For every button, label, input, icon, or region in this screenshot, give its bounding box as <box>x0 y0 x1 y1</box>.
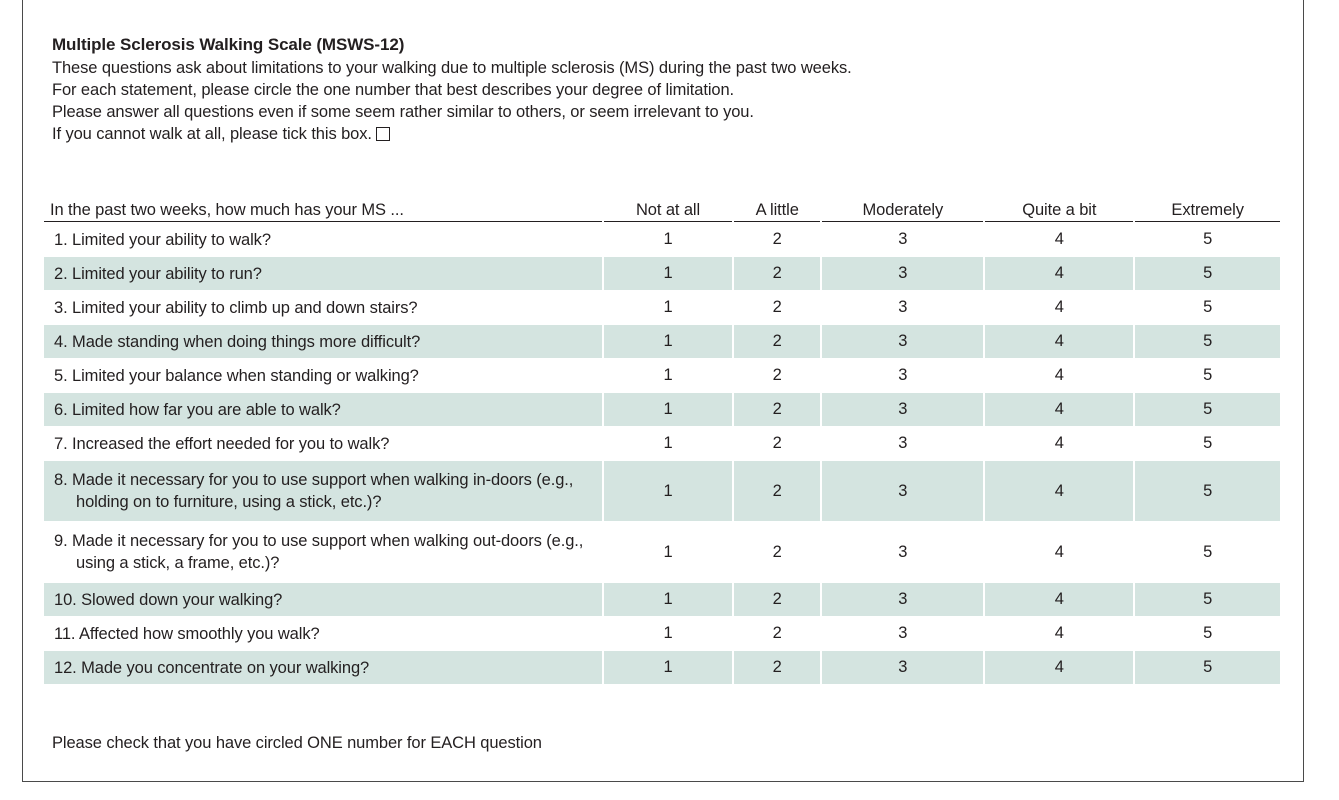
question-column-header: In the past two weeks, how much has your MS ... <box>44 193 602 222</box>
question-text: 10. Slowed down your walking? <box>44 582 602 616</box>
rating-option[interactable]: 1 <box>604 358 732 392</box>
table-row <box>44 650 1280 684</box>
rating-option[interactable]: 5 <box>1135 358 1280 392</box>
rating-option[interactable]: 2 <box>734 290 820 324</box>
rating-option[interactable]: 3 <box>822 521 983 582</box>
rating-option[interactable]: 3 <box>822 426 983 460</box>
rating-option[interactable]: 5 <box>1135 460 1280 521</box>
question-text: 9. Made it necessary for you to use support when walking out-doors (e.g., using a stick, a frame, etc.)? <box>44 521 602 582</box>
rating-option[interactable]: 2 <box>734 392 820 426</box>
table-row <box>44 222 1280 256</box>
rating-option[interactable]: 5 <box>1135 290 1280 324</box>
rating-option[interactable]: 4 <box>985 358 1133 392</box>
rating-option[interactable]: 3 <box>822 324 983 358</box>
rating-option[interactable]: 5 <box>1135 392 1280 426</box>
rating-option[interactable]: 5 <box>1135 521 1280 582</box>
cannot-walk-label: If you cannot walk at all, please tick this box. <box>52 125 372 143</box>
table-row <box>44 521 1280 582</box>
rating-option[interactable]: 4 <box>985 392 1133 426</box>
rating-option[interactable]: 4 <box>985 426 1133 460</box>
rating-option[interactable]: 4 <box>985 521 1133 582</box>
rating-option[interactable]: 1 <box>604 426 732 460</box>
rating-option[interactable]: 3 <box>822 358 983 392</box>
rating-option[interactable]: 5 <box>1135 582 1280 616</box>
instruction-line-1: These questions ask about limitations to your walking due to multiple sclerosis (MS) during the past two weeks. <box>52 59 852 77</box>
rating-option[interactable]: 1 <box>604 222 732 256</box>
table-row <box>44 358 1280 392</box>
rating-option[interactable]: 3 <box>822 650 983 684</box>
column-header-quite-a-bit: Quite a bit <box>985 193 1133 222</box>
question-text: 12. Made you concentrate on your walking? <box>44 650 602 684</box>
rating-option[interactable]: 4 <box>985 582 1133 616</box>
cannot-walk-checkbox[interactable] <box>376 127 390 141</box>
rating-option[interactable]: 1 <box>604 650 732 684</box>
table-row <box>44 392 1280 426</box>
rating-option[interactable]: 5 <box>1135 222 1280 256</box>
question-text: 3. Limited your ability to climb up and down stairs? <box>44 290 602 324</box>
rating-option[interactable]: 2 <box>734 616 820 650</box>
rating-option[interactable]: 4 <box>985 650 1133 684</box>
rating-option[interactable]: 4 <box>985 290 1133 324</box>
table-row <box>44 324 1280 358</box>
rating-option[interactable]: 2 <box>734 582 820 616</box>
rating-option[interactable]: 4 <box>985 616 1133 650</box>
rating-option[interactable]: 5 <box>1135 426 1280 460</box>
rating-option[interactable]: 4 <box>985 460 1133 521</box>
rating-option[interactable]: 3 <box>822 256 983 290</box>
rating-option[interactable]: 4 <box>985 222 1133 256</box>
rating-option[interactable]: 4 <box>985 324 1133 358</box>
instruction-line-2: For each statement, please circle the one number that best describes your degree of limitation. <box>52 81 735 99</box>
rating-option[interactable]: 1 <box>604 616 732 650</box>
table-row <box>44 290 1280 324</box>
footer-note: Please check that you have circled ONE number for EACH question <box>52 734 542 752</box>
rating-option[interactable]: 1 <box>604 256 732 290</box>
question-text: 2. Limited your ability to run? <box>44 256 602 290</box>
rating-option[interactable]: 2 <box>734 426 820 460</box>
rating-option[interactable]: 2 <box>734 460 820 521</box>
rating-option[interactable]: 3 <box>822 290 983 324</box>
rating-option[interactable]: 4 <box>985 256 1133 290</box>
column-header-extremely: Extremely <box>1135 193 1280 222</box>
rating-option[interactable]: 1 <box>604 324 732 358</box>
rating-option[interactable]: 1 <box>604 460 732 521</box>
column-header-not-at-all: Not at all <box>604 193 732 222</box>
question-text: 7. Increased the effort needed for you to walk? <box>44 426 602 460</box>
question-text: 5. Limited your balance when standing or walking? <box>44 358 602 392</box>
rating-option[interactable]: 5 <box>1135 616 1280 650</box>
table-row <box>44 426 1280 460</box>
question-text: 8. Made it necessary for you to use support when walking in-doors (e.g., holding on to furniture, using a stick, etc.)? <box>44 460 602 521</box>
rating-option[interactable]: 2 <box>734 650 820 684</box>
rating-option[interactable]: 1 <box>604 582 732 616</box>
rating-option[interactable]: 3 <box>822 460 983 521</box>
rating-option[interactable]: 5 <box>1135 650 1280 684</box>
table-header-row <box>44 193 1280 222</box>
rating-option[interactable]: 2 <box>734 324 820 358</box>
instruction-line-3: Please answer all questions even if some seem rather similar to others, or seem irrelevant to you. <box>52 103 754 121</box>
rating-option[interactable]: 5 <box>1135 256 1280 290</box>
rating-option[interactable]: 5 <box>1135 324 1280 358</box>
question-text: 1. Limited your ability to walk? <box>44 222 602 256</box>
rating-option[interactable]: 3 <box>822 222 983 256</box>
rating-option[interactable]: 3 <box>822 616 983 650</box>
question-text: 11. Affected how smoothly you walk? <box>44 616 602 650</box>
table-row <box>44 460 1280 521</box>
rating-option[interactable]: 1 <box>604 521 732 582</box>
column-header-a-little: A little <box>734 193 820 222</box>
form-title: Multiple Sclerosis Walking Scale (MSWS-12) <box>52 35 405 54</box>
rating-option[interactable]: 2 <box>734 256 820 290</box>
form-header <box>52 33 1252 145</box>
rating-option[interactable]: 1 <box>604 392 732 426</box>
rating-option[interactable]: 2 <box>734 521 820 582</box>
question-table <box>42 193 1282 684</box>
rating-option[interactable]: 3 <box>822 582 983 616</box>
rating-option[interactable]: 1 <box>604 290 732 324</box>
table-row <box>44 582 1280 616</box>
rating-option[interactable]: 2 <box>734 222 820 256</box>
column-header-moderately: Moderately <box>822 193 983 222</box>
question-text: 4. Made standing when doing things more difficult? <box>44 324 602 358</box>
rating-option[interactable]: 3 <box>822 392 983 426</box>
table-row <box>44 256 1280 290</box>
rating-option[interactable]: 2 <box>734 358 820 392</box>
table-row <box>44 616 1280 650</box>
instruction-line-4 <box>52 123 1252 145</box>
question-text: 6. Limited how far you are able to walk? <box>44 392 602 426</box>
